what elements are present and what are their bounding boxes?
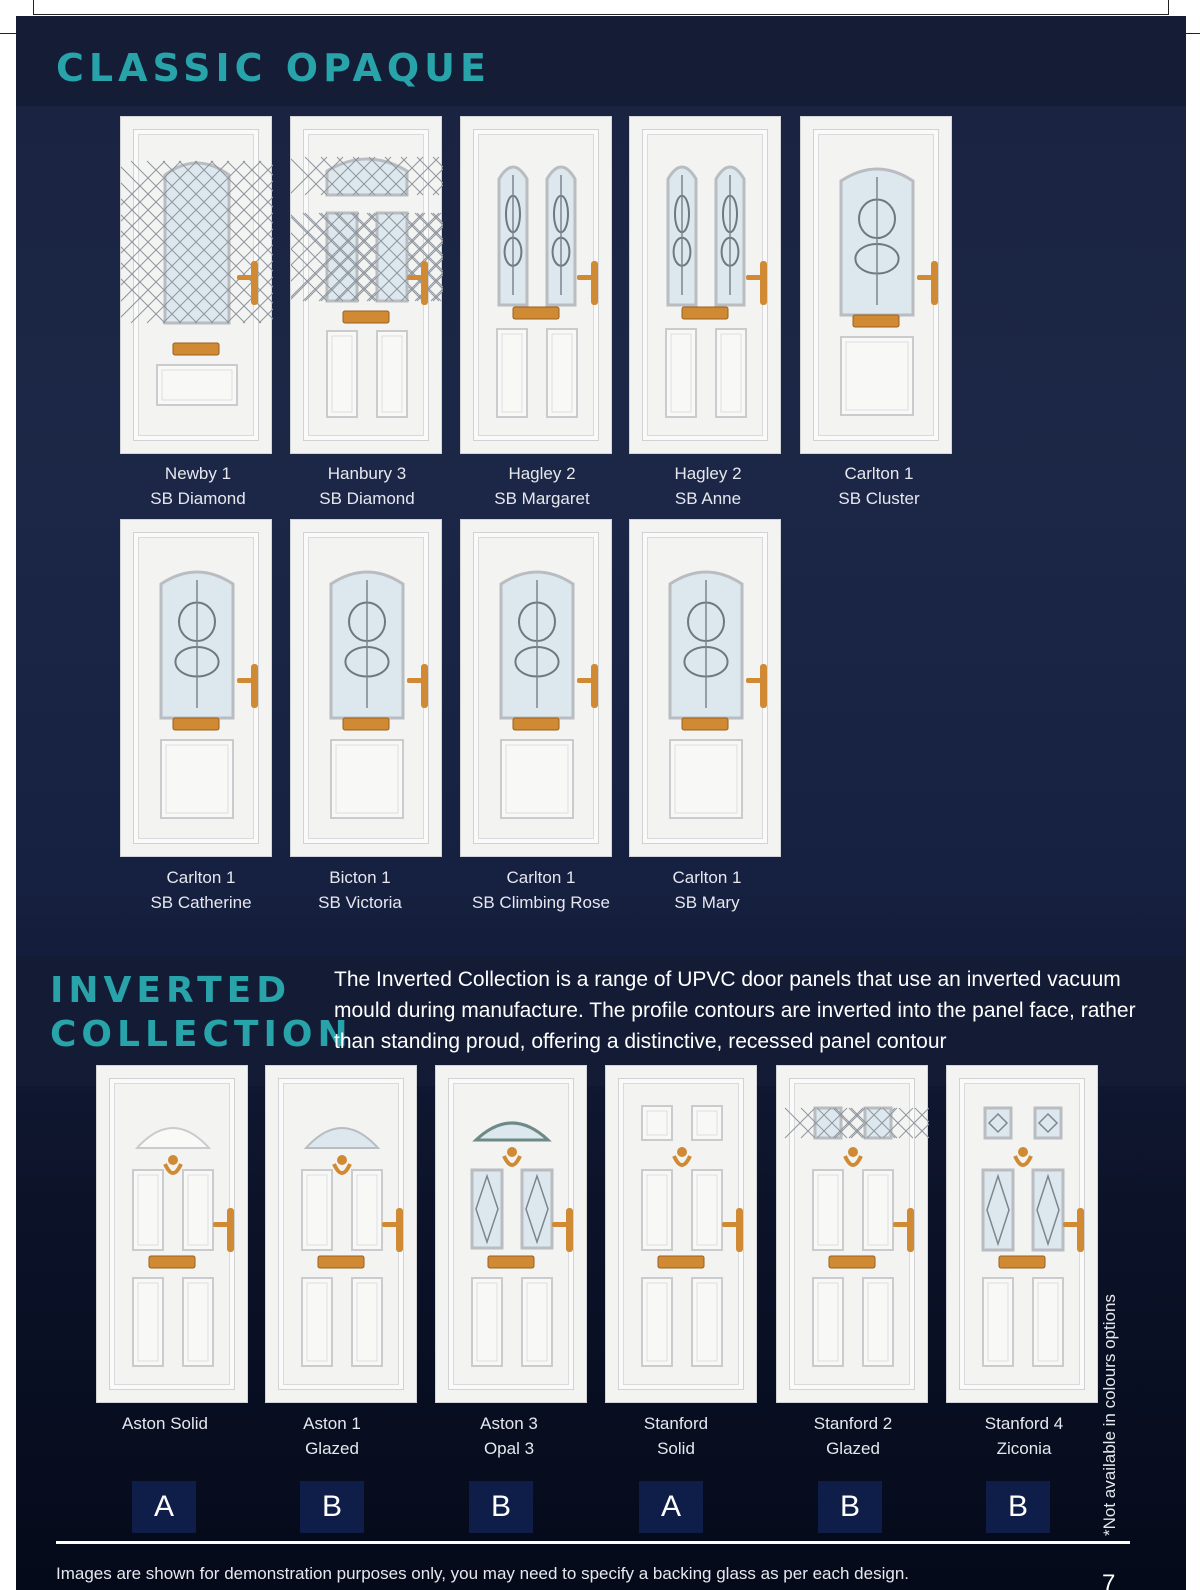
door-model: Carlton 1 (166, 868, 236, 887)
door-knocker (848, 1147, 858, 1157)
price-grade-badge: A (132, 1481, 196, 1533)
handle-plate (421, 664, 428, 708)
handle-plate (227, 1208, 234, 1252)
classic-opaque-title: CLASSIC OPAQUE (56, 46, 491, 90)
door-model: Hagley 2 (508, 464, 576, 483)
lead-line (291, 213, 327, 301)
crop-mark-top-right (1186, 33, 1200, 34)
handle-lever (1063, 1222, 1079, 1227)
door-caption (779, 461, 979, 511)
lead-line (259, 161, 273, 323)
door-caption (608, 461, 808, 511)
handle-lever (722, 1222, 738, 1227)
door-panel (670, 740, 742, 818)
door-model: Hagley 2 (674, 464, 742, 483)
handle-plate (907, 1208, 914, 1252)
handle-plate (396, 1208, 403, 1252)
handle-plate (736, 1208, 743, 1252)
price-grade-badge: B (469, 1481, 533, 1533)
door-knocker (1018, 1147, 1028, 1157)
door-knocker (845, 1156, 861, 1165)
glass-pane (306, 1128, 378, 1148)
letterbox (488, 1256, 534, 1268)
letterbox (343, 311, 389, 323)
door-image (290, 116, 442, 454)
door-knocker (334, 1164, 350, 1173)
door-image (800, 116, 952, 454)
door-glass: SB Catherine (150, 893, 252, 912)
handle-plate (566, 1208, 573, 1252)
door-model: Stanford 2 (813, 1414, 893, 1433)
door-model: Aston Solid (122, 1414, 208, 1433)
lead-line (121, 161, 165, 323)
door-knocker (168, 1155, 178, 1165)
page-number: 7 (1102, 1570, 1116, 1590)
price-grade-badge: B (300, 1481, 364, 1533)
letterbox (513, 307, 559, 319)
door-caption (924, 1411, 1124, 1461)
inverted-collection-title (50, 969, 353, 1057)
door-knocker (504, 1156, 520, 1165)
handle-lever (237, 678, 253, 683)
letterbox (829, 1256, 875, 1268)
door-model: Bicton 1 (329, 868, 391, 887)
door-image (435, 1065, 587, 1403)
door-image (629, 519, 781, 857)
door-panel (841, 337, 913, 415)
door-caption (576, 1411, 776, 1461)
handle-plate (1077, 1208, 1084, 1252)
door-knocker (337, 1155, 347, 1165)
door-model: Carlton 1 (506, 868, 576, 887)
door-glass: SB Cluster (838, 489, 920, 508)
door-caption (260, 865, 460, 915)
handle-plate (591, 261, 598, 305)
handle-lever (893, 1222, 909, 1227)
arch-panel (137, 1128, 209, 1148)
door-knocker (677, 1147, 687, 1157)
letterbox (999, 1256, 1045, 1268)
title-line: INVERTED (50, 970, 292, 1011)
handle-lever (746, 275, 762, 280)
door-image (629, 116, 781, 454)
door-panel (161, 740, 233, 818)
letterbox (682, 307, 728, 319)
handle-lever (917, 275, 933, 280)
lead-line (915, 1108, 929, 1138)
handle-plate (931, 261, 938, 305)
door-image (605, 1065, 757, 1403)
brochure-page (16, 16, 1186, 1590)
door-image (96, 1065, 248, 1403)
lead-line (121, 161, 165, 323)
letterbox (513, 718, 559, 730)
lead-line (227, 161, 273, 323)
door-glass: SB Anne (674, 489, 742, 508)
handle-lever (552, 1222, 568, 1227)
price-grade-badge: B (986, 1481, 1050, 1533)
handle-lever (237, 275, 253, 280)
inverted-intro-text: The Inverted Collection is a range of UPVC door panels that use an inverted vacuum mould during manufacture. The profile contours are inverted into the panel face, rather than standing proud, offering a distinctive, recessed panel contour (334, 968, 1136, 1053)
letterbox (658, 1256, 704, 1268)
door-caption (267, 461, 467, 511)
lead-line (227, 161, 273, 323)
door-image (120, 519, 272, 857)
door-glass: SB Diamond (150, 489, 246, 508)
lead-line (915, 1108, 929, 1138)
door-image (946, 1065, 1098, 1403)
door-caption (232, 1411, 432, 1461)
letterbox (173, 718, 219, 730)
handle-plate (421, 261, 428, 305)
door-model: Stanford 4 (984, 1414, 1064, 1433)
door-glass: Opal 3 (483, 1439, 535, 1458)
title-line: COLLECTION (50, 1014, 353, 1055)
handle-lever (407, 678, 423, 683)
crop-mark-top-left (0, 33, 16, 34)
letterbox (343, 718, 389, 730)
door-glass: SB Diamond (319, 489, 415, 508)
door-knocker (1015, 1156, 1031, 1165)
letterbox (853, 315, 899, 327)
handle-lever (577, 275, 593, 280)
handle-lever (213, 1222, 229, 1227)
door-glass: Solid (657, 1439, 695, 1458)
lead-line (291, 213, 327, 301)
handle-plate (760, 664, 767, 708)
door-image (460, 519, 612, 857)
handle-plate (760, 261, 767, 305)
letterbox (149, 1256, 195, 1268)
door-model: Aston 1 (303, 1414, 361, 1433)
door-model: Carlton 1 (844, 464, 914, 483)
door-glass: Ziconia (996, 1439, 1052, 1458)
crop-mark-top-left-vertical (33, 0, 34, 14)
door-panel (331, 740, 403, 818)
door-model: Stanford (643, 1414, 709, 1433)
crop-mark-top-right-vertical (1168, 0, 1169, 14)
door-knocker (507, 1147, 517, 1157)
handle-plate (591, 664, 598, 708)
door-knocker (674, 1156, 690, 1165)
door-image (120, 116, 272, 454)
handle-lever (577, 678, 593, 683)
letterbox (682, 718, 728, 730)
door-caption (607, 865, 807, 915)
door-image (290, 519, 442, 857)
door-panel (501, 740, 573, 818)
handle-plate (251, 664, 258, 708)
handle-lever (407, 275, 423, 280)
door-caption (753, 1411, 953, 1461)
lead-line (259, 161, 273, 323)
door-glass: SB Margaret (494, 489, 590, 508)
door-glass: SB Mary (674, 893, 740, 912)
price-grade-badge: A (639, 1481, 703, 1533)
door-image (265, 1065, 417, 1403)
door-model: Newby 1 (164, 464, 232, 483)
handle-plate (251, 261, 258, 305)
door-glass: Glazed (826, 1439, 880, 1458)
door-image (460, 116, 612, 454)
door-glass: SB Climbing Rose (472, 893, 610, 912)
price-grade-badge: B (818, 1481, 882, 1533)
door-model: Aston 3 (480, 1414, 538, 1433)
door-model: Hanbury 3 (327, 464, 407, 483)
footer-disclaimer: Images are shown for demonstration purposes only, you may need to specify a backing glass as per each design. (56, 1564, 909, 1583)
door-panel (157, 365, 237, 405)
door-model: Carlton 1 (672, 868, 742, 887)
door-knocker (165, 1164, 181, 1173)
door-glass: Glazed (305, 1439, 359, 1458)
letterbox (173, 343, 219, 355)
crop-mark-top-line (33, 14, 1169, 15)
door-glass: SB Victoria (318, 893, 402, 912)
footer-divider (56, 1541, 1130, 1544)
handle-lever (382, 1222, 398, 1227)
glass-pane (476, 1123, 548, 1140)
colour-availability-note: *Not available in colours options (1100, 1294, 1119, 1536)
door-image (776, 1065, 928, 1403)
handle-lever (746, 678, 762, 683)
letterbox (318, 1256, 364, 1268)
